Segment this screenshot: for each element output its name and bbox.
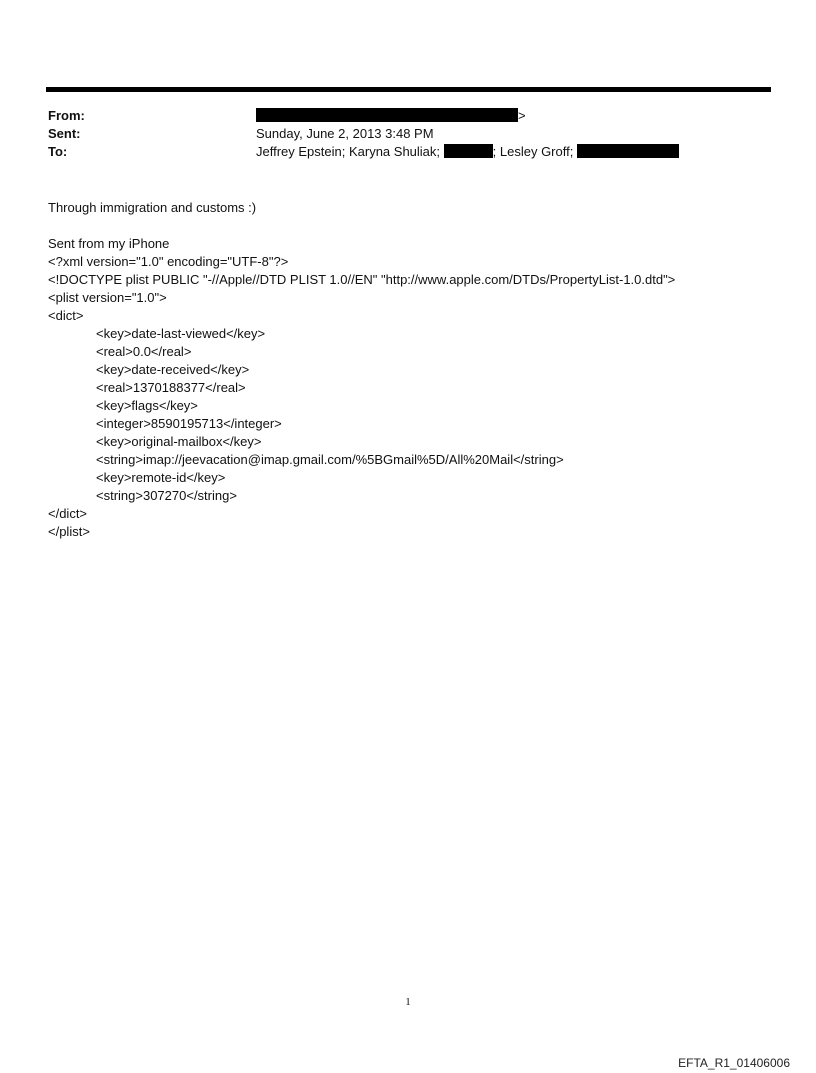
xml-line: <key>date-received</key> [96,362,250,377]
to-label: To: [48,144,68,159]
email-body [48,199,768,541]
xml-line: <!DOCTYPE plist PUBLIC "-//Apple//DTD PLIST 1.0//EN" "http://www.apple.com/DTDs/PropertyList-1.0.dtd"> [48,272,676,287]
xml-line: <key>date-last-viewed</key> [96,326,266,341]
xml-line: <integer>8590195713</integer> [96,416,282,431]
xml-line: </dict> [48,506,88,521]
to-recipients-part2: ; Lesley Groff; [492,144,574,159]
to-value [256,143,679,161]
xml-line: <string>307270</string> [96,488,237,503]
redaction-box [577,144,679,158]
xml-line: <key>original-mailbox</key> [96,434,262,449]
xml-line: <real>0.0</real> [96,344,192,359]
to-recipients-part1: Jeffrey Epstein; Karyna Shuliak; [256,144,441,159]
xml-line: <key>flags</key> [96,398,198,413]
xml-line: <real>1370188377</real> [96,380,246,395]
redaction-box [444,144,493,158]
bates-number: EFTA_R1_01406006 [678,1056,790,1070]
email-header [48,107,768,161]
xml-line: <?xml version="1.0" encoding="UTF-8"?> [48,254,289,269]
xml-line: </plist> [48,524,90,539]
xml-line: <key>remote-id</key> [96,470,226,485]
message-text: Through immigration and customs :) [48,200,257,215]
from-value [256,107,526,125]
xml-line: <string>imap://jeevacation@imap.gmail.com/%5BGmail%5D/All%20Mail</string> [96,452,564,467]
sent-value: Sunday, June 2, 2013 3:48 PM [256,126,434,141]
xml-line: <plist version="1.0"> [48,290,167,305]
from-suffix: > [518,108,526,123]
xml-line: <dict> [48,308,84,323]
from-label: From: [48,108,85,123]
sent-row [48,125,768,143]
sent-label: Sent: [48,126,81,141]
header-rule [46,87,771,92]
page-number: 1 [405,996,411,1008]
redaction-box [256,108,518,122]
to-row [48,143,768,161]
signature-text: Sent from my iPhone [48,236,170,251]
spacer [48,217,768,235]
from-row [48,107,768,125]
